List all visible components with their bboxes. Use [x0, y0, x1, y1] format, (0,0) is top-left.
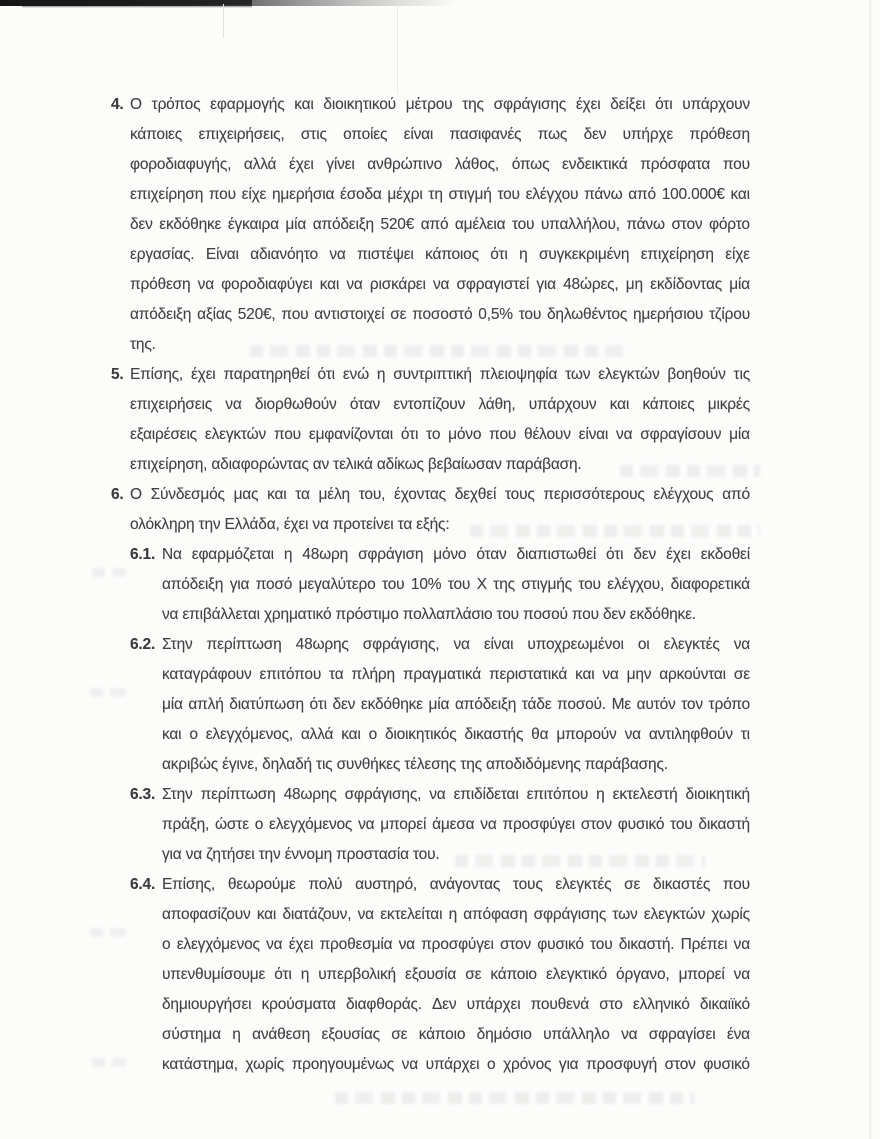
paragraph-line: εξαιρέσεις ελεγκτών που εμφανίζονται ότι το μόνο που θέλουν είναι να σφραγίσουν μία [130, 426, 750, 443]
paragraph-line: δημιουργήσει κρούσματα διαφθοράς. Δεν υπάρχει πουθενά στο ελληνικό δικαιϊκό [162, 996, 750, 1013]
paragraph-line: Ο Σύνδεσμός μας και τα μέλη του, έχοντας δεχθεί τους περισσότερους ελέγχους από [130, 486, 750, 503]
paragraph-line: και ο ελεγχόμενος, αλλά και ο διοικητικός δικαστής θα μπορούν να αντιληφθούν τι [162, 726, 750, 743]
paragraph-number: 6. [111, 486, 124, 503]
paragraph-4 [0, 90, 880, 360]
paragraph-number: 6.2. [130, 636, 156, 653]
document-body [0, 90, 880, 1080]
paragraph-text [130, 360, 750, 480]
paragraph-line: εργασίας. Είναι αδιανόητο να πιστέψει κάποιος ότι η συγκεκριμένη επιχείρηση είχε [130, 246, 750, 263]
paragraph-line: επιχειρήσεις να διορθωθούν όταν εντοπίζουν λάθη, υπάρχουν και κάποιες μικρές [130, 396, 750, 413]
paragraph-number: 4. [111, 96, 124, 113]
paragraph-6-3 [0, 780, 880, 870]
paragraph-6-1 [0, 540, 880, 630]
paragraph-line: ο ελεγχόμενος να έχει προθεσμία να προσφύγει στον φυσικό του δικαστή. Πρέπει να [162, 936, 750, 953]
paragraph-line: πράξη, ώστε ο ελεγχόμενος να μπορεί άμεσα να προσφύγει στον φυσικό του δικαστή [162, 816, 750, 833]
paragraph-number: 5. [111, 366, 124, 383]
paragraph-text [162, 540, 750, 630]
paragraph-line: σύστημα η ανάθεση εξουσίας σε κάποιο δημόσιο υπάλληλο να σφραγίσει ένα [162, 1026, 750, 1043]
paragraph-line: ολόκληρη την Ελλάδα, έχει να προτείνει τα εξής: [130, 516, 450, 533]
paragraph-line: μία απλή διατύπωση ότι δεν εκδόθηκε μία απόδειξη τάδε ποσού. Με αυτόν τον τρόπο [162, 696, 750, 713]
paragraph-6-2 [0, 630, 880, 780]
paragraph-number: 6.1. [130, 546, 156, 563]
paragraph-line: Να εφαρμόζεται η 48ωρη σφράγιση μόνο όταν διαπιστωθεί ότι δεν έχει εκδοθεί [162, 546, 750, 563]
paragraph-text [130, 480, 750, 540]
paragraph-line: ακριβώς έγινε, δηλαδή τις συνθήκες τέλεσης της αποδιδόμενης παράβασης. [162, 756, 668, 773]
paragraph-number: 6.3. [130, 786, 156, 803]
scan-artifact-vertical-line [223, 4, 224, 38]
scan-artifact-vertical-line [397, 4, 398, 94]
paragraph-line: καταγράφουν επιτόπου τα πλήρη πραγματικά περιστατικά και να μην αρκούνται σε [162, 666, 750, 683]
paragraph-line: απόδειξη αξίας 520€, που αντιστοιχεί σε ποσοστό 0,5% του δηλωθέντος ημερήσιου τζίρου [130, 306, 750, 323]
paragraph-line: υπενθυμίσουμε ότι η υπερβολική εξουσία σε κάποιο ελεγκτικό όργανο, μπορεί να [162, 966, 750, 983]
paragraph-line: αποφασίζουν και διατάζουν, να εκτελείται η απόφαση σφράγισης των ελεγκτών χωρίς [162, 906, 750, 923]
paragraph-line: να επιβάλλεται χρηματικό πρόστιμο πολλαπλάσιο του ποσού που δεν εκδόθηκε. [162, 606, 696, 623]
paragraph-line: κάποιες επιχειρήσεις, στις οποίες είναι πασιφανές πως δεν υπήρχε πρόθεση [130, 126, 750, 143]
paragraph-line: Επίσης, έχει παρατηρηθεί ότι ενώ η συντριπτική πλειοψηφία των ελεγκτών βοηθούν τις [130, 366, 750, 383]
paragraph-line: πρόθεση να φοροδιαφύγει και να ρισκάρει να σφραγιστεί για 48ώρες, μη εκδίδοντας μία [130, 276, 750, 293]
paragraph-line: κατάστημα, χωρίς προηγουμένως να υπάρχει ο χρόνος για προσφυγή στον φυσικό [162, 1056, 750, 1073]
scan-artifact-top-bar-dark [22, 0, 252, 8]
paragraph-5 [0, 360, 880, 480]
paragraph-text [162, 870, 750, 1080]
paragraph-number: 6.4. [130, 876, 156, 893]
paragraph-6-4 [0, 870, 880, 1080]
paragraph-line: Επίσης, θεωρούμε πολύ αυστηρό, ανάγοντας τους ελεγκτές σε δικαστές που [162, 876, 750, 893]
paragraph-line: Στην περίπτωση 48ωρης σφράγισης, να είναι υποχρεωμένοι οι ελεγκτές να [162, 636, 750, 653]
bleed-through-smudge [335, 1092, 695, 1104]
paragraph-line: Στην περίπτωση 48ωρης σφράγισης, να επιδίδεται επιτόπου η εκτελεστή διοικητική [162, 786, 750, 803]
paragraph-6 [0, 480, 880, 540]
paragraph-line: για να ζητήσει την έννομη προστασία του. [162, 846, 440, 863]
paragraph-line: απόδειξη για ποσό μεγαλύτερο του 10% του Χ της στιγμής του ελέγχου, διαφορετικά [162, 576, 750, 593]
paragraph-text [162, 780, 750, 870]
paragraph-line: δεν εκδόθηκε έγκαιρα μία απόδειξη 520€ από αμέλεια του υπαλλήλου, πάνω στον φόρτο [130, 216, 750, 233]
paragraph-line: επιχείρηση, αδιαφορώντας αν τελικά αδίκως βεβαίωσαν παράβαση. [130, 456, 582, 473]
paragraph-line: επιχείρηση που είχε ημερήσια έσοδα μέχρι τη στιγμή του ελέγχου πάνω από 100.000€ και [130, 186, 750, 203]
paragraph-text [162, 630, 750, 780]
paragraph-text [130, 90, 750, 360]
paragraph-line: φοροδιαφυγής, αλλά έχει γίνει ανθρώπινο λάθος, όπως ενδεικτικά πρόσφατα που [130, 156, 750, 173]
paragraph-line: της. [130, 336, 156, 353]
paragraph-line: Ο τρόπος εφαρμογής και διοικητικού μέτρου της σφράγισης έχει δείξει ότι υπάρχουν [130, 96, 750, 113]
